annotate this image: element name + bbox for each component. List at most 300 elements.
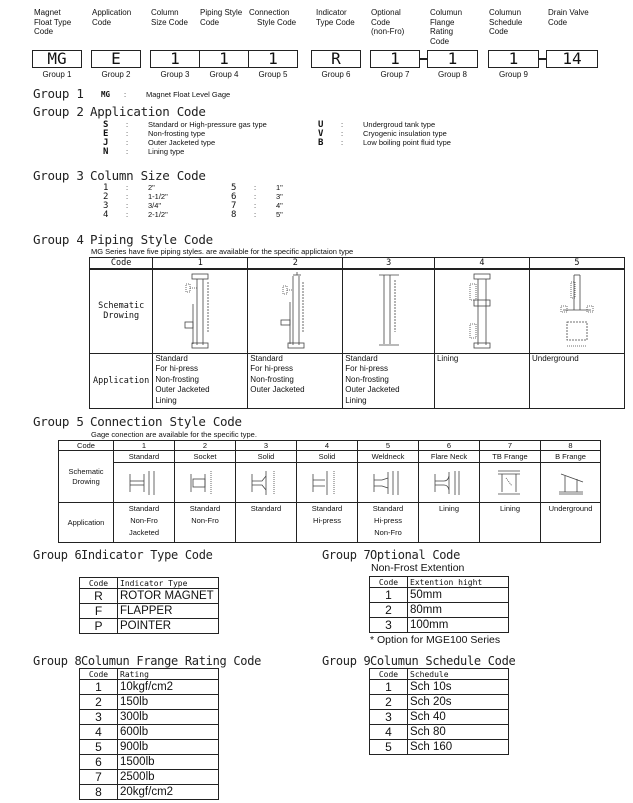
value-cell: POINTER <box>118 619 219 634</box>
schematic-cell <box>175 463 236 503</box>
size-code-4 <box>103 210 168 220</box>
code-box-group3: 1 <box>150 50 200 68</box>
application-item: Hi-press <box>313 516 341 525</box>
table-header-row <box>370 577 509 588</box>
table-row <box>370 680 509 695</box>
code-cell: 3 <box>80 710 118 725</box>
header-label-line: Rating <box>430 27 454 36</box>
value-cell: 10kgf/cm2 <box>118 680 219 695</box>
code-desc: Low boiling point fluid type <box>363 138 451 147</box>
header-label-line: Flange <box>430 17 455 27</box>
code-cell: 2 <box>80 695 118 710</box>
code-box-group5: 1 <box>248 50 298 68</box>
value-cell: Sch 20s <box>408 695 509 710</box>
code-desc: 1-1/2" <box>148 192 168 201</box>
group-number: Group 5 <box>33 414 84 429</box>
application-item: For hi-press <box>250 364 293 373</box>
group-label: Group 7 <box>380 70 410 79</box>
piping-style-table <box>89 257 625 409</box>
table-header-cell: 2 <box>248 258 343 270</box>
group-number: Group 6 <box>33 548 82 562</box>
group1-heading <box>33 86 90 101</box>
code-box-group8: 1 <box>427 50 478 68</box>
code-box-group2: E <box>91 50 141 68</box>
row-header-application: Application <box>90 353 153 408</box>
table-header-cell: 4 <box>297 441 358 451</box>
separator: : <box>126 192 129 201</box>
separator: : <box>341 129 344 138</box>
group-title: Indicator Type Code <box>81 548 213 562</box>
non-frost-extension-table <box>369 576 509 633</box>
header-label-line: Float Type <box>34 17 72 27</box>
application-cell <box>434 353 529 408</box>
code-cell: R <box>80 589 118 604</box>
code-box-group4: 1 <box>199 50 249 68</box>
table-header-cell: Extention hight <box>408 577 509 588</box>
application-item: Lining <box>499 504 521 513</box>
group9-heading <box>322 654 515 668</box>
header-label-indicator-type <box>316 8 355 27</box>
separator: : <box>126 183 129 192</box>
header-label-line: Indicator <box>316 8 347 17</box>
group7-footnote: * Option for MGE100 Series <box>370 634 501 646</box>
schematic-cell <box>114 463 175 503</box>
group-label: Group 3 <box>160 70 190 79</box>
code-key: U <box>318 120 324 130</box>
table-row <box>80 619 219 634</box>
group8-heading <box>33 654 261 668</box>
table-row <box>370 603 509 618</box>
application-item: Underground <box>531 353 579 363</box>
separator: : <box>341 138 344 147</box>
solid-hipress-connection-drawing-icon <box>307 468 347 498</box>
code-desc: 2" <box>148 183 155 192</box>
code-cell: 6 <box>80 755 118 770</box>
header-label-line: Code <box>548 17 568 27</box>
group-number: Group 9 <box>322 654 371 668</box>
code-box-group1: MG <box>32 50 82 68</box>
application-cell <box>480 503 541 543</box>
header-label-line: Type Code <box>316 17 355 27</box>
value-cell: 900lb <box>118 740 219 755</box>
group-title: Column Size Code <box>90 168 206 183</box>
code-cell: 2 <box>370 695 408 710</box>
code-cell: F <box>80 604 118 619</box>
group4-heading <box>33 232 213 247</box>
connection-type-cell: Solid <box>236 451 297 463</box>
header-label-line: Schedule <box>489 17 523 27</box>
application-item: For hi-press <box>155 364 198 373</box>
group4-note: MG Series have five piping styles. are available for the specific applictaion type <box>91 247 354 256</box>
table-row <box>80 740 219 755</box>
code-cell: 3 <box>370 618 408 633</box>
table-header-cell: 5 <box>358 441 419 451</box>
code-desc: 4" <box>276 201 283 210</box>
code-key: 2 <box>103 192 109 202</box>
value-cell: ROTOR MAGNET <box>118 589 219 604</box>
code-cell: 8 <box>80 785 118 800</box>
separator: : <box>126 129 129 138</box>
group-title: Application Code <box>90 104 206 119</box>
table-row-application <box>59 503 601 543</box>
value-cell: Sch 80 <box>408 725 509 740</box>
application-item: Standard <box>311 504 343 513</box>
value-cell: 300lb <box>118 710 219 725</box>
table-row <box>80 695 219 710</box>
code-box-drain-valve: 14 <box>546 50 598 68</box>
connection-style-table <box>58 440 601 543</box>
application-cell <box>529 353 624 408</box>
application-item: Lining <box>345 395 367 405</box>
application-item: Standard <box>250 353 283 363</box>
app-code-B <box>318 138 451 148</box>
value-cell: 100mm <box>408 618 509 633</box>
group2-heading <box>33 104 206 119</box>
table-row <box>370 588 509 603</box>
application-item: Standard <box>155 353 188 363</box>
table-row <box>80 725 219 740</box>
application-item: Lining <box>155 395 177 405</box>
schematic-cell <box>297 463 358 503</box>
row-header-schematic <box>90 269 153 353</box>
application-item: Outer Jacketed <box>155 385 210 394</box>
piping-style-3-drawing-icon <box>369 272 409 350</box>
connection-type-cell: Socket <box>175 451 236 463</box>
group-number: Group 3 <box>33 168 84 183</box>
piping-style-5-drawing-icon <box>557 272 597 350</box>
value-cell: Sch 10s <box>408 680 509 695</box>
code-key: S <box>103 120 109 130</box>
application-item: Non-Fro <box>374 528 402 537</box>
header-label-drain-valve <box>548 8 589 27</box>
table-row <box>80 785 219 800</box>
application-item: Non-Fro <box>130 516 158 525</box>
table-header-row <box>59 441 601 451</box>
code-key: E <box>103 129 109 139</box>
code-cell: 1 <box>370 680 408 695</box>
table-header-row <box>80 669 219 680</box>
piping-style-1-drawing-icon <box>180 272 220 350</box>
schematic-cell <box>434 269 529 353</box>
value-cell: 600lb <box>118 725 219 740</box>
group-number: Group 7 <box>322 548 371 562</box>
table-header-cell: Code <box>370 669 408 680</box>
connection-type-cell: Flare Neck <box>419 451 480 463</box>
b-flange-connection-drawing-icon <box>551 468 591 498</box>
schematic-cell <box>541 463 601 503</box>
code-key: 3 <box>103 201 109 211</box>
separator: : <box>254 192 257 201</box>
application-item: Standard <box>250 504 282 513</box>
value-cell: 1500lb <box>118 755 219 770</box>
flare-neck-connection-drawing-icon <box>429 468 469 498</box>
group7-subtitle: Non-Frost Extention <box>371 562 465 574</box>
table-header-cell: 3 <box>343 258 435 270</box>
code-desc: Undergroud tank type <box>363 120 436 129</box>
header-label-magnet-float-type <box>34 8 71 37</box>
group-number: Group 8 <box>33 654 82 668</box>
table-header-row <box>80 578 219 589</box>
value-cell: 80mm <box>408 603 509 618</box>
code-cell: 2 <box>370 603 408 618</box>
table-header-cell: Code <box>90 258 153 270</box>
table-header-cell: 6 <box>419 441 480 451</box>
table-header-cell: 7 <box>480 441 541 451</box>
application-cell <box>343 353 435 408</box>
group5-note: Gage conection are available for the specific type. <box>91 430 257 439</box>
row-header-schematic <box>59 451 114 503</box>
header-label-column-size <box>151 8 188 27</box>
application-cell <box>541 503 601 543</box>
header-label-application <box>92 8 131 27</box>
schematic-cell <box>529 269 624 353</box>
application-cell <box>114 503 175 543</box>
group1-entry <box>101 90 230 99</box>
header-label-line: Columun <box>430 8 463 17</box>
code-key: B <box>318 138 324 148</box>
group3-heading <box>33 168 206 183</box>
table-header-cell: Schedule <box>408 669 509 680</box>
application-item: Non-frosting <box>345 374 389 384</box>
group-label: Group 6 <box>321 70 351 79</box>
header-label-line: Code <box>430 36 450 46</box>
code-desc: Outer Jacketed type <box>148 138 216 147</box>
header-label-line: Connection <box>249 8 290 17</box>
code-desc: Lining type <box>148 147 185 156</box>
code-desc: Standard or High-pressure gas type <box>148 120 267 129</box>
header-label-line: Column <box>151 8 179 17</box>
code-separator-dash <box>539 58 546 60</box>
table-header-cell: 1 <box>114 441 175 451</box>
connection-type-cell: Weldneck <box>358 451 419 463</box>
header-label-line: Code <box>371 17 391 27</box>
standard-connection-drawing-icon <box>124 468 164 498</box>
application-item: Non-frosting <box>250 374 294 384</box>
table-header-cell: 2 <box>175 441 236 451</box>
table-row <box>370 740 509 755</box>
table-row-schematic <box>90 269 625 353</box>
code-cell: P <box>80 619 118 634</box>
table-header-cell: Code <box>80 669 118 680</box>
code-cell: 4 <box>80 725 118 740</box>
code-cell: 5 <box>370 740 408 755</box>
size-code-8 <box>231 210 283 220</box>
header-label-flange-rating <box>430 8 462 46</box>
group6-heading <box>33 548 213 562</box>
row-header-line: Drowing <box>72 476 100 486</box>
piping-style-2-drawing-icon <box>275 272 315 350</box>
value-cell: 20kgf/cm2 <box>118 785 219 800</box>
tb-flange-connection-drawing-icon <box>490 468 530 498</box>
code-desc: Non-frosting type <box>148 129 206 138</box>
code-cell: 1 <box>80 680 118 695</box>
group-title: Optional Code <box>370 548 461 562</box>
table-header-cell: 3 <box>236 441 297 451</box>
code-box-group7: 1 <box>370 50 420 68</box>
code-desc: 5" <box>276 210 283 219</box>
application-cell <box>358 503 419 543</box>
header-label-line: Drain Valve <box>548 8 589 17</box>
connection-type-cell: Standard <box>114 451 175 463</box>
value-cell: 150lb <box>118 695 219 710</box>
row-header-application: Application <box>59 503 114 543</box>
table-header-row <box>90 258 625 270</box>
code-separator-dash <box>420 58 427 60</box>
indicator-type-table <box>79 577 219 634</box>
header-label-line: Magnet <box>34 8 61 17</box>
code-desc: Cryogenic insulation type <box>363 129 447 138</box>
header-label-line: Code <box>34 27 54 36</box>
group-label: Group 8 <box>438 70 467 79</box>
separator: : <box>254 201 257 210</box>
table-header-row <box>370 669 509 680</box>
group-label: Group 9 <box>499 70 528 79</box>
group-number: Group 4 <box>33 232 84 247</box>
group-title: Piping Style Code <box>90 232 213 247</box>
group-title: Columun Schedule Code <box>370 654 516 668</box>
header-label-line: Columun <box>489 8 522 17</box>
header-label-line: Application <box>92 8 132 17</box>
table-row <box>80 589 219 604</box>
separator: : <box>126 210 129 219</box>
table-row <box>80 680 219 695</box>
table-header-cell: 5 <box>529 258 624 270</box>
code-key: 5 <box>231 183 237 193</box>
application-item: Outer Jacketed <box>250 385 305 394</box>
connection-type-cell: Solid <box>297 451 358 463</box>
value-cell: 2500lb <box>118 770 219 785</box>
table-row-schematic <box>59 463 601 503</box>
group-number: Group 1 <box>33 86 84 101</box>
header-label-line: Code <box>489 27 509 36</box>
header-label-line: Code <box>200 17 220 27</box>
separator: : <box>126 120 129 129</box>
separator: : <box>254 183 257 192</box>
table-header-cell: Code <box>370 577 408 588</box>
code-key: 1 <box>103 183 109 193</box>
application-item: Standard <box>345 353 378 363</box>
group-label: Group 2 <box>101 70 131 79</box>
table-row-application <box>90 353 625 408</box>
table-header-cell: 1 <box>153 258 248 270</box>
table-row <box>370 710 509 725</box>
application-item: Jacketed <box>128 528 160 537</box>
separator: : <box>341 120 344 129</box>
application-item: Hi-press <box>374 516 402 525</box>
table-header-cell: Indicator Type <box>118 578 219 589</box>
row-header-line: Drowing <box>103 311 140 322</box>
separator: : <box>126 138 129 147</box>
table-header-cell: 8 <box>541 441 601 451</box>
code-desc: 1" <box>276 183 283 192</box>
header-label-schedule <box>489 8 522 37</box>
code-cell: 3 <box>370 710 408 725</box>
connection-type-cell: TB Frange <box>480 451 541 463</box>
table-row <box>80 710 219 725</box>
value-cell: Sch 160 <box>408 740 509 755</box>
code-key: N <box>103 147 109 157</box>
application-item: Standard <box>128 504 160 513</box>
code-key: 6 <box>231 192 237 202</box>
schematic-cell <box>343 269 435 353</box>
flange-rating-table <box>79 668 219 800</box>
application-item: Lining <box>436 353 459 363</box>
solid-connection-drawing-icon <box>246 468 286 498</box>
application-item: Underground <box>548 504 593 513</box>
schematic-cell <box>248 269 343 353</box>
code-box-group9: 1 <box>488 50 539 68</box>
group-label: Group 1 <box>42 70 72 79</box>
table-row <box>370 725 509 740</box>
header-label-line: Optional <box>371 8 401 17</box>
table-row <box>80 755 219 770</box>
group-title: Connection Style Code <box>90 414 242 429</box>
piping-style-4-drawing-icon <box>462 272 502 350</box>
table-row <box>370 618 509 633</box>
table-header-cell: Code <box>59 441 114 451</box>
row-header-line: Schematic <box>98 301 145 312</box>
schematic-cell <box>236 463 297 503</box>
header-label-optional <box>371 8 404 37</box>
code-cell: 5 <box>80 740 118 755</box>
table-row <box>80 770 219 785</box>
application-cell <box>175 503 236 543</box>
application-item: Non-frosting <box>155 374 199 384</box>
table-header-cell: 4 <box>434 258 529 270</box>
table-row-types <box>59 451 601 463</box>
table-row <box>370 695 509 710</box>
table-header-cell: Rating <box>118 669 219 680</box>
code-cell: 7 <box>80 770 118 785</box>
weldneck-connection-drawing-icon <box>368 468 408 498</box>
column-schedule-table <box>369 668 509 755</box>
application-item: Outer Jacketed <box>345 385 400 394</box>
code-key: V <box>318 129 324 139</box>
table-row <box>80 604 219 619</box>
group-number: Group 2 <box>33 104 84 119</box>
separator: : <box>126 147 129 156</box>
header-label-line: Style Code <box>257 17 297 27</box>
header-label-line: (non-Fro) <box>371 27 405 36</box>
code-key: MG <box>101 90 111 99</box>
separator: : <box>126 201 129 210</box>
application-cell <box>236 503 297 543</box>
row-header-line: Schematic <box>68 466 104 476</box>
value-cell: Sch 40 <box>408 710 509 725</box>
code-desc: 3" <box>276 192 283 201</box>
schematic-cell <box>480 463 541 503</box>
header-label-line: Piping Style <box>200 8 243 17</box>
code-desc: 3/4" <box>148 201 162 210</box>
application-cell <box>248 353 343 408</box>
header-label-connection-style <box>249 8 296 27</box>
application-item: Lining <box>438 504 460 513</box>
code-key: 4 <box>103 210 109 220</box>
group-label: Group 4 <box>209 70 239 79</box>
application-cell <box>153 353 248 408</box>
schematic-cell <box>419 463 480 503</box>
code-desc: Magnet Float Level Gage <box>146 90 231 99</box>
code-key: J <box>103 138 109 148</box>
group5-heading <box>33 414 242 429</box>
table-header-cell: Code <box>80 578 118 589</box>
application-item: For hi-press <box>345 364 388 373</box>
application-item: Non-Fro <box>191 516 219 525</box>
code-cell: 4 <box>370 725 408 740</box>
connection-type-cell: B Frange <box>541 451 601 463</box>
header-label-piping-style <box>200 8 242 27</box>
code-box-group6: R <box>311 50 361 68</box>
